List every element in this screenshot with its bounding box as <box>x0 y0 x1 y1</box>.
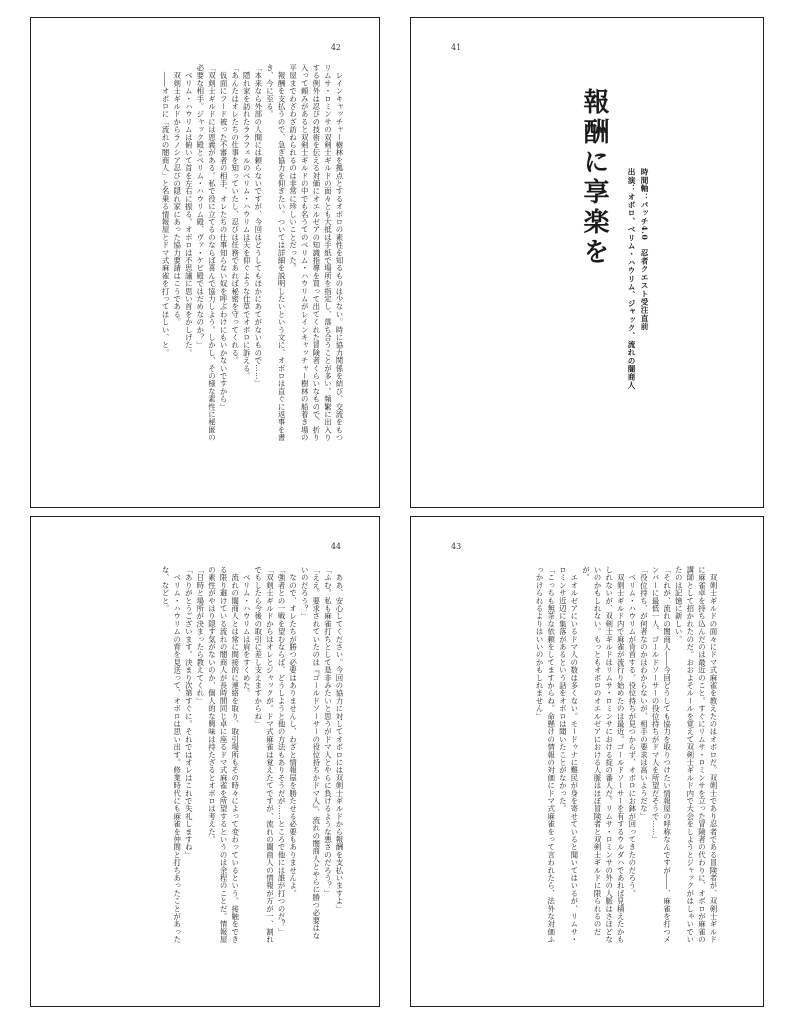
page-41 <box>410 17 764 508</box>
body-text: ああ、安心してください。今回の協力に対してオボロには双剣士ギルドから報酬を支払いますよ」 「ふむ。私も麻雀打ちとして是非みたいと思うがドマ人とやらに負けるような悪さのだろう？」 「ええ。要求されていたのは『ゴールドソーサーの役位持ちかドマ人』、流れの闇商人とやらに勝つ必要はないのだろう？」 なので、オレたちが勝つ必要はありませんし、わざと情報屋を勝たせる必要もありませんよ。 「強者との一戦を望むならば、どうしようと他の方法もありそうだが……ところで他には誰が打つのだ？」 「双剣士ギルドからはオレとジャックが。ドマ式麻雀は覚えたてですが、流れの闇商人の情報が万が一、割れでもしたら今後の取引に差し支えますからね」 ベリム・ハウリムは肩をすくめた。 流れの闇商人とは常に間接的に連絡を取り、取引場所もその時々によって変わっているという。接触をできる限り避けている流れの闇商人が長時間同じ卓に座るドマ式麻雀を所望するというのは余程のことだ。情報屋の素性がやはり隠す気がないのか、個人的な興味は持たざるとオボロは考えた。 「日時と場所が決まったら教えてくれ」 「ありがとうございます。決まり次第すぐに。それではオレはこれで失礼しますね」 ベリム・ハウリムの背を見送って、オボロは思い出す。修業時代にも麻雀を仲間と打ちあったことがあったな、などと。 <box>161 566 344 944</box>
page-number: 41 <box>451 43 462 52</box>
chapter-title: 報酬に享楽を <box>579 88 609 268</box>
body-text: 双剣士ギルドの面々にドマ式麻雀を教えたのはオボロだ。双剣士であり忍者である冒険者が、双剣士ギルドに麻雀卓を持ち込んだのは最近のこと。すぐにリムサ・ロミンサを立った冒険者の代わりに、オボロが麻雀の講師として招かれたのだ。おおよそルールを覚えて双剣士ギルド内で大会をしようとジャックがはしゃいでいたのは記憶に新しい。 「それが、流れの闇商人――今回どうしても協力を取りつけたい情報屋の呼称なんですが――、麻雀を打つメンバーに最低一人、ゴールドソーサーの役位持ちがドマ人を所望だそうで……」 「役位持ち、が何者なのかはわからないが、相手の要求は高いようだな」 ベリム・ハウリムが肯首する。役位持ちが見つからず、オボロにお鉢が回ってきたのだろう。 双剣士ギルド内で麻雀が流行り始めたのは最近。ゴールドソーサーを有するウルダハであれば見積えたかもしれないが、双剣士ギルドはリムサ・ロミンサにおける掟の番人だ。リムサ・ロミンサの外の人脈はさほどないのかもしれない。もっともオボロのオエルゼアにおける人脈はほぼ冒険者と双剣士ギルドに限られるのだが。 エオルゼアにいるドマ人の数は多くない。モードゥナに難民が身を寄せていると聞いてはいるが、リムサ・ロミンサ近辺に集落があるという話をオボロは聞いたことがなかった。 「こっちも無茶な依頼をしてますからね。命懸けの情報の対価にドマ式麻雀をって言われたら、法外な対価ふっかけられるよりはいいのかもしれません」 <box>535 566 718 944</box>
page-number: 42 <box>330 43 341 52</box>
page-44 <box>30 516 380 1007</box>
page-43 <box>410 516 764 1007</box>
page-number: 44 <box>330 542 341 551</box>
body-text: レインキャッチャー樹林を拠点とするオボロの素性を知るものは少ない。時に協力関係を結び、交流をもつリムサ・ロミンサの双剣士ギルドの面々とも大抵は手紙で場所を指定し、落ち合うことが多い。頻繁に出入りする例外は忍びの技術を伝える対価にオエルゼアの知識指導を買って出てくれた冒険者くらいなもので、折り入って頼みがあると双剣士ギルドの中でも名うてのベリム・ハウリムがレインキャッチャー樹林の船着き場の平屋までわざわざ訪ねられるのは非常に珍しいことだった。 報酬を支払うので、急ぎ協力を仰ぎたい。ついては詳細を説明したいという文に、オボロは直ぐに返事を書き、今に至る。 「本来なら外部の人間には頼らないですが、今回はどうしてもほかにあてがないもので……」 隠れ家を訪れたララフェルのベリム・ハウリムは天を仰ぐような仕草でオボロに訴える。 「あんたはオレたちの仕事を知っていたし、忍びは任務であれば秘密を守ってくれる。 仮面にフード被った不審者の相手、オレたちの仕事知らない奴を呼ぶわけにもいかないですから」 「双剣士ギルドには恩義がある。私で役に立てるのならば喜んで協力しよう。しかし、その様な素性に秘匿の必要な相手。ジャック殿とベリム・ハウリム殿、ヴァ・ケビ殿ではだめなのか？」 ベリム・ハウリムは俯いて首を左右に振る。オボロは不思議に思い首をかしげた。 双剣士ギルドからラノシア忍びの隠れ家にあった協力要請はこうである。 ――オボロに「流れの闇商人」と名乗る情報屋とドマ式麻雀を打ってほしい、と。 <box>161 64 344 442</box>
chapter-meta: 時間軸：パッチ4.0 忍者クエスト受注直前 出演：オボロ、ベリム・ハウリム、ジャック、流れの闇商人 <box>627 168 649 390</box>
page-42 <box>30 17 380 508</box>
page-number: 43 <box>451 542 462 551</box>
